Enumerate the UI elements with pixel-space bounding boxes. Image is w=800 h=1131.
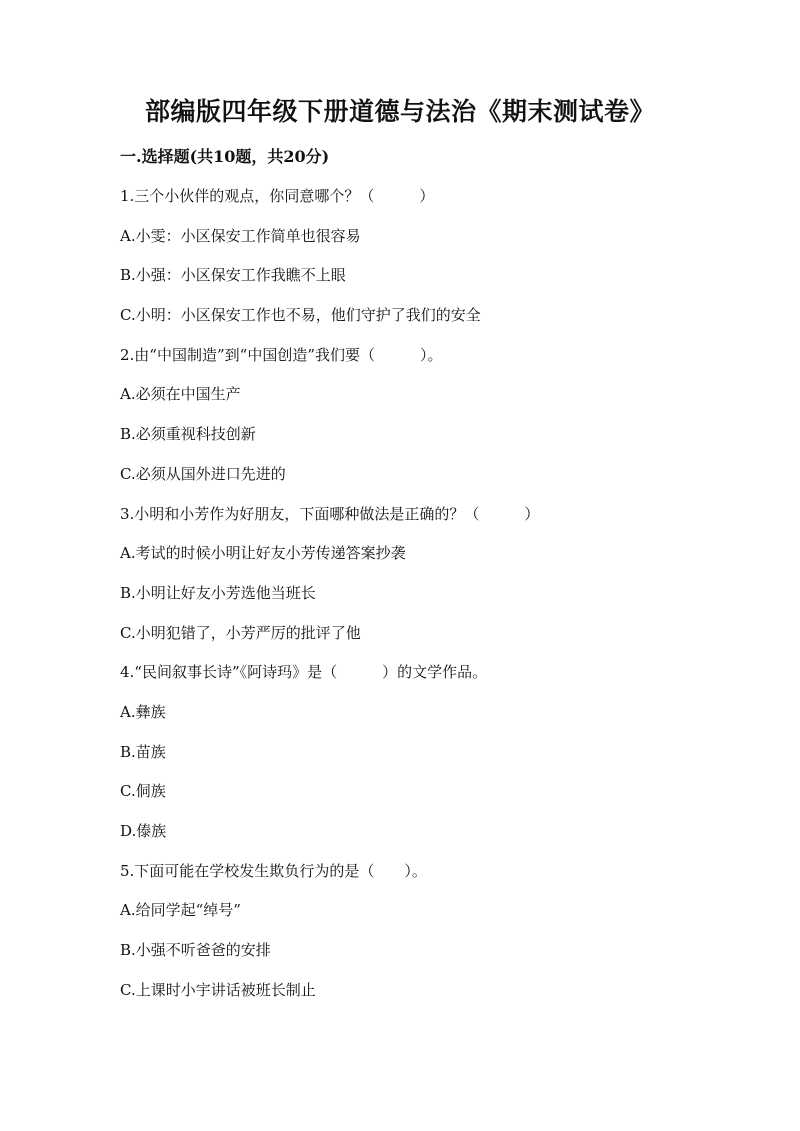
question-5-option-b: B.小强不听爸爸的安排 bbox=[120, 941, 271, 960]
question-1-option-c: C.小明：小区保安工作也不易，他们守护了我们的安全 bbox=[120, 306, 481, 325]
question-1-option-a: A.小雯：小区保安工作简单也很容易 bbox=[120, 226, 361, 245]
question-2-option-c: C.必须从国外进口先进的 bbox=[120, 464, 286, 483]
question-3-option-c: C.小明犯错了，小芳严厉的批评了他 bbox=[120, 623, 361, 642]
question-3-option-a: A.考试的时候小明让好友小芳传递答案抄袭 bbox=[120, 544, 406, 563]
question-3-option-b: B.小明让好友小芳选他当班长 bbox=[120, 583, 316, 602]
question-4-option-a: A.彝族 bbox=[120, 702, 166, 721]
question-5-option-c: C.上课时小宇讲话被班长制止 bbox=[120, 980, 316, 999]
question-3-stem: 3.小明和小芳作为好朋友，下面哪种做法是正确的？（ ） bbox=[120, 504, 540, 523]
question-2-option-a: A.必须在中国生产 bbox=[120, 385, 241, 404]
question-4-option-d: D.傣族 bbox=[120, 822, 167, 840]
section-heading: 一.选择题(共10题，共20分) bbox=[120, 147, 330, 166]
question-4-option-b: B.苗族 bbox=[120, 742, 166, 761]
question-2-stem: 2.由“中国制造”到“中国创造”我们要（ ）。 bbox=[120, 345, 443, 364]
question-list bbox=[120, 182, 720, 1015]
question-5-stem: 5.下面可能在学校发生欺负行为的是（ ）。 bbox=[120, 861, 427, 880]
document-title: 部编版四年级下册道德与法治《期末测试卷》 bbox=[144, 97, 655, 126]
question-4-stem: 4.“民间叙事长诗”《阿诗玛》是（ ）的文学作品。 bbox=[120, 663, 488, 682]
question-5-option-a: A.给同学起“绰号” bbox=[120, 901, 241, 920]
question-4-option-c: C.侗族 bbox=[120, 782, 166, 801]
question-1-option-b: B.小强：小区保安工作我瞧不上眼 bbox=[120, 266, 346, 285]
question-2-option-b: B.必须重视科技创新 bbox=[120, 425, 256, 444]
question-1-stem: 1.三个小伙伴的观点，你同意哪个？（ ） bbox=[120, 187, 435, 205]
